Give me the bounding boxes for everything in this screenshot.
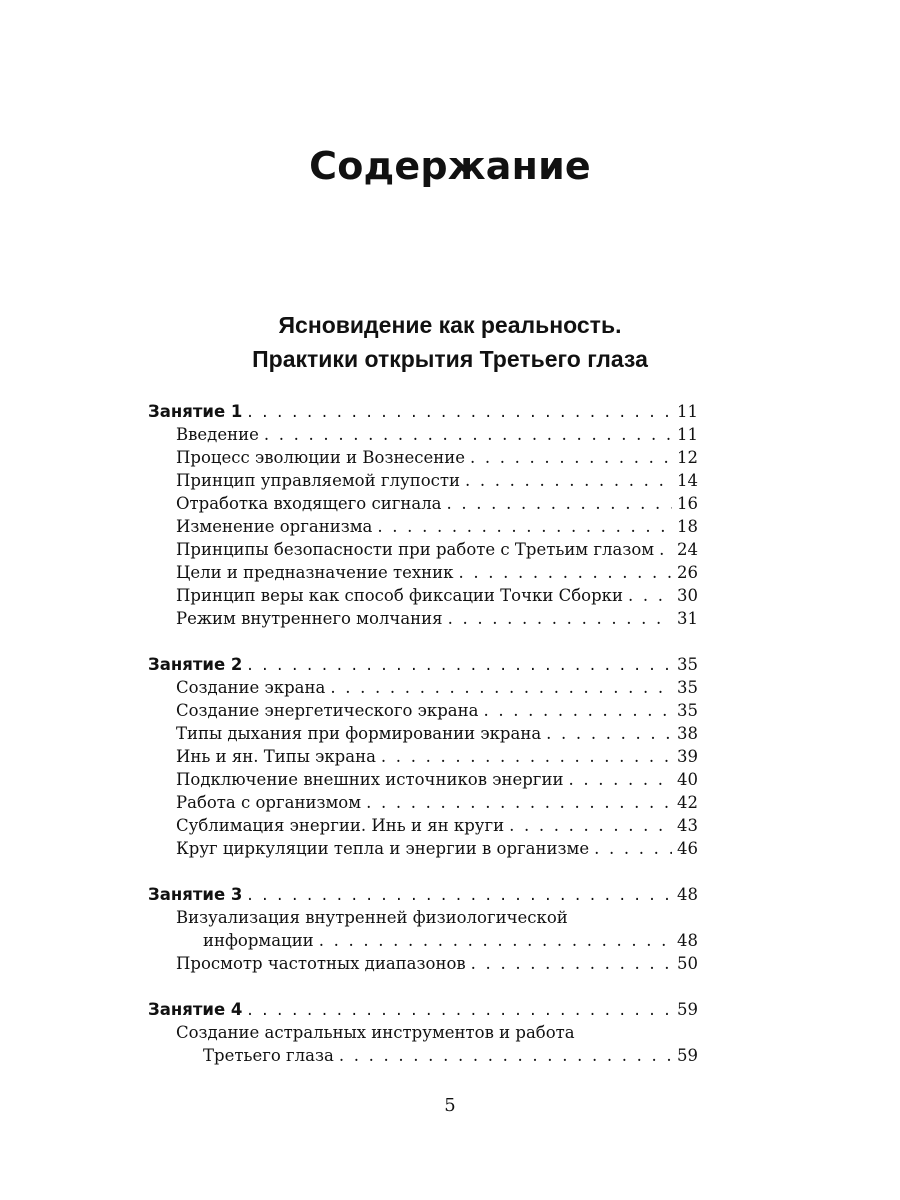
- toc-page-number: 59: [677, 1000, 698, 1019]
- dot-leader: [594, 837, 672, 860]
- toc-entry-label: Инь и ян. Типы экрана: [176, 747, 376, 766]
- toc-page-number: 24: [677, 540, 698, 559]
- toc-entry[interactable]: [148, 814, 698, 837]
- toc-section-heading[interactable]: [148, 998, 698, 1021]
- dot-leader: [447, 492, 672, 515]
- toc-page-number: 48: [677, 885, 698, 904]
- toc-entry-label: Просмотр частотных диапазонов: [176, 954, 466, 973]
- toc-page-number: 16: [677, 494, 698, 513]
- toc-section-3: [148, 883, 698, 975]
- toc-entry-first-line[interactable]: [148, 906, 698, 929]
- dot-leader: [546, 722, 672, 745]
- book-title-line-2: Практики открытия Третьего глаза: [252, 346, 648, 372]
- toc-section-heading[interactable]: [148, 653, 698, 676]
- toc-entry[interactable]: [148, 768, 698, 791]
- toc-section-title: Занятие 4: [148, 1000, 243, 1019]
- toc-entry[interactable]: [148, 745, 698, 768]
- toc-entry-label: Создание экрана: [176, 678, 326, 697]
- toc-entry[interactable]: [148, 837, 698, 860]
- dot-leader: [377, 515, 672, 538]
- toc-entry[interactable]: [148, 1044, 698, 1067]
- toc-entry[interactable]: [148, 584, 698, 607]
- toc-entry-first-line[interactable]: [148, 1021, 698, 1044]
- dot-leader: [470, 446, 672, 469]
- toc-page-number: 14: [677, 471, 698, 490]
- dot-leader: [471, 952, 672, 975]
- toc-entry[interactable]: [148, 492, 698, 515]
- toc-page-number: 11: [677, 402, 698, 421]
- book-title: [0, 308, 900, 376]
- toc-entry[interactable]: [148, 469, 698, 492]
- toc-section-title: Занятие 3: [148, 885, 243, 904]
- toc-page-number: 30: [677, 586, 698, 605]
- toc-entry-label: Цели и предназначение техник: [176, 563, 454, 582]
- toc-entry-label-continued: информации: [203, 931, 314, 950]
- dot-leader: [568, 768, 672, 791]
- toc-entry-label: Работа с организмом: [176, 793, 362, 812]
- dot-leader: [339, 1044, 672, 1067]
- dot-leader: [628, 584, 672, 607]
- toc-page-number: 35: [677, 655, 698, 674]
- dot-leader: [247, 883, 672, 906]
- toc-entry[interactable]: [148, 423, 698, 446]
- toc-entry-label: Введение: [176, 425, 259, 444]
- toc-page-number: 38: [677, 724, 698, 743]
- toc-page-number: 35: [677, 701, 698, 720]
- dot-leader: [264, 423, 672, 446]
- toc-page-number: 31: [677, 609, 698, 628]
- toc-entry-label: Изменение организма: [176, 517, 373, 536]
- toc-page-number: 26: [677, 563, 698, 582]
- toc-entry[interactable]: [148, 538, 698, 561]
- toc-entry[interactable]: [148, 952, 698, 975]
- toc-entry[interactable]: [148, 929, 698, 952]
- toc-page-number: 43: [677, 816, 698, 835]
- dot-leader: [483, 699, 672, 722]
- toc-section-heading[interactable]: [148, 883, 698, 906]
- toc-page-number: 59: [677, 1046, 698, 1065]
- toc-entry-label: Создание энергетического экрана: [176, 701, 479, 720]
- toc-entry[interactable]: [148, 676, 698, 699]
- toc-page-number: 42: [677, 793, 698, 812]
- dot-leader: [465, 469, 672, 492]
- toc-page-number: 35: [677, 678, 698, 697]
- dot-leader: [366, 791, 672, 814]
- toc-entry-label: Режим внутреннего молчания: [176, 609, 443, 628]
- toc-entry-label: Принцип управляемой глупости: [176, 471, 460, 490]
- page-number: 5: [444, 1095, 456, 1116]
- dot-leader: [247, 653, 672, 676]
- dot-leader: [659, 538, 672, 561]
- toc-section-2: [148, 653, 698, 860]
- dot-leader: [509, 814, 672, 837]
- toc-page-number: 11: [677, 425, 698, 444]
- toc-entry[interactable]: [148, 607, 698, 630]
- toc-entry[interactable]: [148, 699, 698, 722]
- toc-section-4: [148, 998, 698, 1067]
- toc-entry-label: Круг циркуляции тепла и энергии в организме: [176, 839, 590, 858]
- toc-entry-label: Процесс эволюции и Вознесение: [176, 448, 465, 467]
- toc-entry-label: Подключение внешних источников энергии: [176, 770, 564, 789]
- toc-entry-label: Создание астральных инструментов и работа: [176, 1023, 575, 1042]
- page-title: Содержание: [309, 144, 591, 188]
- dot-leader: [448, 607, 672, 630]
- toc-page-number: 46: [677, 839, 698, 858]
- toc-page-number: 48: [677, 931, 698, 950]
- table-of-contents: [148, 400, 698, 1090]
- toc-entry-label-continued: Третьего глаза: [203, 1046, 334, 1065]
- toc-page-number: 12: [677, 448, 698, 467]
- toc-entry-label: Отработка входящего сигнала: [176, 494, 442, 513]
- dot-leader: [458, 561, 672, 584]
- toc-section-1: [148, 400, 698, 630]
- dot-leader: [319, 929, 672, 952]
- dot-leader: [247, 400, 672, 423]
- toc-section-title: Занятие 2: [148, 655, 243, 674]
- toc-entry[interactable]: [148, 722, 698, 745]
- toc-page-number: 18: [677, 517, 698, 536]
- toc-entry[interactable]: [148, 791, 698, 814]
- toc-entry[interactable]: [148, 515, 698, 538]
- toc-section-heading[interactable]: [148, 400, 698, 423]
- toc-entry-label: Принципы безопасности при работе с Третьим глазом: [176, 540, 655, 559]
- dot-leader: [381, 745, 672, 768]
- toc-entry[interactable]: [148, 446, 698, 469]
- toc-entry-label: Принцип веры как способ фиксации Точки Сборки: [176, 586, 623, 605]
- toc-page-number: 50: [677, 954, 698, 973]
- toc-entry-label: Сублимация энергии. Инь и ян круги: [176, 816, 505, 835]
- toc-entry-label: Визуализация внутренней физиологической: [176, 908, 568, 927]
- book-title-line-1: Ясновидение как реальность.: [278, 312, 622, 338]
- toc-page-number: 39: [677, 747, 698, 766]
- toc-page-number: 40: [677, 770, 698, 789]
- toc-entry-label: Типы дыхания при формировании экрана: [176, 724, 542, 743]
- toc-entry[interactable]: [148, 561, 698, 584]
- dot-leader: [330, 676, 672, 699]
- toc-section-title: Занятие 1: [148, 402, 243, 421]
- dot-leader: [247, 998, 672, 1021]
